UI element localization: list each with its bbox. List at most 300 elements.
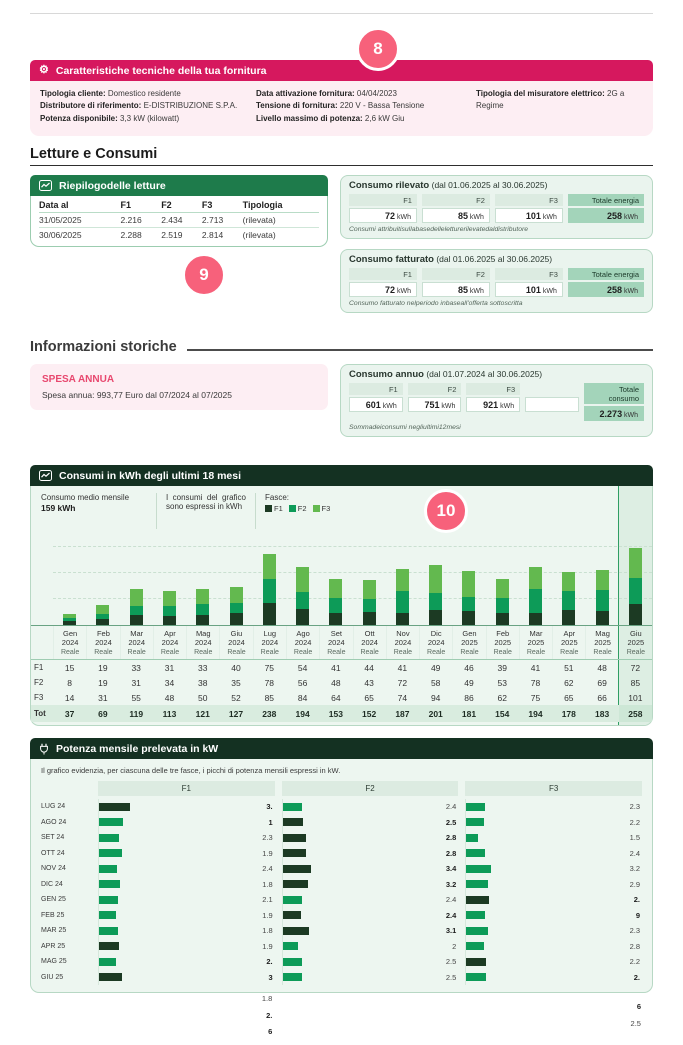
reading-type-cell: Reale: [219, 648, 252, 659]
potenza-row: [31, 908, 652, 924]
potenza-bar-cell: [465, 846, 642, 862]
consumo-cell-label: F2: [422, 268, 490, 280]
legend-label: F2: [297, 504, 307, 514]
kwh-unit: kWh: [380, 402, 397, 410]
f1-segment: [63, 621, 76, 626]
consumo-box-title-row: [349, 369, 644, 380]
chart-table-total-value: 121: [186, 705, 219, 722]
f2-segment: [130, 606, 143, 615]
chart-table-value: 75: [530, 692, 541, 703]
consumo-value-number: 258: [607, 284, 623, 295]
chart-table-value: 78: [530, 677, 541, 688]
consumo-cell: [422, 194, 490, 223]
month-label: [253, 626, 286, 648]
chart-table-total-value: 178: [552, 705, 585, 722]
f3-segment: [296, 567, 309, 592]
consumo-value-number: 101: [525, 284, 541, 295]
consumo-cell-value: [466, 397, 520, 412]
potenza-bar-cell: [98, 954, 275, 970]
bar-cell: [353, 533, 386, 625]
potenza-bar: [283, 818, 303, 826]
consumo-box-name: Consumo fatturato: [349, 254, 434, 266]
chart-table-value: 35: [231, 677, 241, 688]
tech-field: Distributore di riferimento: E-DISTRIBUZIONE S.P.A.: [40, 101, 238, 111]
potenza-section: [30, 738, 653, 1045]
consumo-total-cell: [568, 268, 644, 297]
consumo-value-number: 921: [483, 399, 499, 410]
chart-table-value: 51: [564, 662, 574, 673]
chart-data-table: [31, 660, 652, 722]
consumo-cell-label: F3: [466, 383, 520, 395]
bar-cell: [53, 533, 86, 625]
month-year: 2025: [594, 638, 611, 648]
month-year: 2024: [427, 638, 445, 648]
f2-segment: [196, 604, 209, 615]
potenza-bar-cell: [98, 830, 275, 846]
row-label: F3: [34, 693, 44, 703]
potenza-value: 2.3: [629, 926, 640, 936]
chart-table-value: 33: [131, 662, 141, 673]
consumo-cell-value: [408, 397, 462, 412]
potenza-overflow-value: 1.8: [261, 994, 273, 1004]
tech-field: Data attivazione fornitura: 04/04/2023: [256, 89, 397, 98]
legend-label: F1: [274, 504, 283, 514]
potenza-bar: [99, 973, 122, 981]
f1-segment: [230, 613, 243, 625]
step-badge-9-number: 9: [199, 265, 209, 285]
reading-type-cell: Reale: [519, 648, 552, 659]
potenza-bar: [283, 803, 302, 811]
potenza-bar-cell: [465, 939, 642, 955]
riepilogo-column-header: Tipologia: [243, 198, 319, 213]
consumo-cells: [349, 268, 644, 297]
potenza-value: 3.4: [445, 864, 457, 874]
potenza-value: 1.8: [262, 926, 273, 936]
potenza-bar: [283, 865, 311, 873]
potenza-value: 2.: [266, 957, 273, 967]
consumo-value-number: 72: [385, 284, 396, 295]
consumo-box-caption: Consumi attribuitisullabasedelleletturerilevatedaldistributore: [349, 226, 529, 234]
tech-field-label: Data attivazione fornitura:: [256, 89, 355, 98]
chart-table-value: 40: [231, 662, 241, 673]
chart-table-value: 55: [131, 692, 141, 703]
potenza-bar: [466, 818, 484, 826]
potenza-month-label: LUG 24: [41, 803, 66, 811]
month-name: Mar: [529, 629, 543, 639]
consumo-value-number: 101: [525, 210, 541, 221]
potenza-month-label: DIC 24: [41, 880, 63, 888]
potenza-bar: [99, 911, 116, 919]
potenza-header: [30, 738, 653, 759]
consumo-value-number: 751: [424, 399, 440, 410]
tech-section-header: [30, 60, 653, 81]
stacked-bar: [296, 567, 309, 625]
potenza-bar-cell: [282, 861, 459, 877]
chart-table-value: 53: [497, 677, 507, 688]
f2-segment: [596, 590, 609, 611]
month-label: [53, 626, 86, 648]
potenza-value: 2: [452, 941, 457, 951]
f3-segment: [196, 589, 209, 604]
potenza-bar-cell: [98, 970, 275, 986]
potenza-value: 3.2: [629, 864, 640, 874]
stacked-bar: [596, 570, 609, 625]
f1-segment: [529, 613, 542, 625]
potenza-bar: [99, 818, 123, 826]
consumo-box-name: Consumo rilevato: [349, 180, 430, 192]
potenza-value: 2.8: [445, 848, 457, 858]
kwh-unit: kWh: [622, 287, 639, 295]
consumo-cell-label: F2: [408, 383, 462, 395]
riepilogo-cell: 31/05/2025: [39, 213, 120, 228]
tech-field: Tipologia del misuratore elettrico: 2G a Regime: [476, 89, 625, 111]
axis-corner-cell: [31, 648, 53, 659]
chart-table-total-value: 194: [286, 705, 319, 722]
reading-type-cell: Reale: [319, 648, 352, 659]
bar-cell: [486, 533, 519, 625]
potenza-column-headers: [31, 781, 652, 796]
avg-consumption-label: Consumo medio mensile: [41, 493, 130, 503]
consumo-value-number: 601: [365, 399, 381, 410]
chart-table-value: 43: [364, 677, 374, 688]
riepilogo-column-header: F3: [202, 198, 243, 213]
f3-segment: [263, 554, 276, 580]
riepilogo-header: [30, 175, 328, 196]
tech-column: [256, 88, 476, 125]
plug-icon: [39, 743, 49, 755]
consumo-cell-value: [422, 208, 490, 223]
chart-table-value: 38: [198, 677, 208, 688]
riepilogo-table-box: [30, 196, 328, 247]
kwh-unit: kWh: [467, 213, 484, 221]
month-name: Feb: [96, 629, 110, 639]
potenza-bar: [283, 834, 306, 842]
potenza-month-label: SET 24: [41, 834, 65, 842]
chart-table-value: 78: [264, 677, 275, 688]
chart-table-value: 56: [297, 677, 308, 688]
potenza-value: 2.4: [445, 802, 457, 812]
chart-table-value: 44: [364, 662, 374, 673]
month-year: 2024: [128, 638, 146, 648]
tech-section: [30, 39, 653, 136]
consumo-total-label: Totale consumo: [584, 383, 644, 404]
potenza-bar-cell: [282, 954, 459, 970]
storiche-columns: [30, 364, 653, 447]
potenza-rows: [31, 799, 652, 985]
potenza-column-header: F3: [465, 781, 642, 796]
chart-table-value: 49: [430, 662, 441, 673]
month-name: Apr: [563, 629, 576, 639]
month-year: 2025: [560, 638, 578, 648]
stacked-bar: [496, 579, 509, 625]
bar-cell: [186, 533, 219, 625]
reading-type-cell: Reale: [286, 648, 319, 659]
potenza-bar-cell: [98, 908, 275, 924]
consumo-cell-label: F1: [349, 268, 417, 280]
month-label: [519, 626, 552, 648]
stacked-bar: [562, 572, 575, 625]
potenza-value: 2.3: [629, 802, 640, 812]
potenza-bar-cell: [282, 846, 459, 862]
f1-legend-chip: [265, 505, 272, 512]
reading-type-cell: Reale: [552, 648, 585, 659]
riepilogo-column: [30, 175, 328, 325]
consumo-box-title-row: [349, 180, 644, 191]
f2-segment: [496, 598, 509, 614]
tech-column: [476, 88, 643, 125]
bar-cell: [386, 533, 419, 625]
step-badge-9: [182, 253, 226, 297]
month-label: [386, 626, 419, 648]
consumo-total-value: [568, 282, 644, 297]
potenza-value: 1: [268, 817, 273, 827]
month-label: [419, 626, 452, 648]
legend-item: [313, 504, 331, 513]
consumo-cell: [525, 383, 579, 421]
potenza-bar-cell: [465, 830, 642, 846]
month-name: Giu: [630, 629, 642, 639]
row-label: F1: [34, 663, 44, 673]
potenza-row: [31, 877, 652, 893]
consumo-cell-label: F3: [495, 268, 563, 280]
chart-table-total-value: 154: [486, 705, 519, 722]
consumo-value-number: 85: [457, 284, 468, 295]
month-name: Apr: [164, 629, 176, 639]
month-year: 2024: [61, 638, 79, 648]
f3-legend-chip: [313, 505, 320, 512]
consumo-cell: [466, 383, 520, 421]
stacked-bar: [96, 605, 109, 626]
chart-table-total-value: 201: [419, 705, 452, 722]
f3-segment: [596, 570, 609, 590]
stacked-bar: [130, 589, 143, 625]
bar-cell: [419, 533, 452, 625]
consumo-cell-value: [349, 282, 417, 297]
chart-table-value: 85: [264, 692, 275, 703]
legend-block: [265, 493, 330, 513]
consumo-box-period: (dal 01.06.2025 al 30.06.2025): [429, 180, 548, 191]
reading-type-cell: Reale: [53, 648, 86, 659]
f2-segment: [529, 589, 542, 612]
potenza-value: 2.8: [629, 941, 640, 951]
f3-segment: [562, 572, 575, 592]
potenza-bar-cell: [282, 830, 459, 846]
potenza-bar: [99, 942, 119, 950]
legend-row: [265, 504, 330, 513]
potenza-value: 2.8: [445, 833, 457, 843]
potenza-value: 2.5: [445, 817, 457, 827]
riepilogo-row: [39, 213, 319, 228]
consumo-total-value: [584, 406, 644, 421]
f2-segment: [163, 606, 176, 616]
potenza-body: [30, 759, 653, 993]
consumo-cell-value: [495, 282, 563, 297]
avg-consumption-block: [41, 493, 147, 513]
chart-note: I consumi del grafico sono espressi in kWh: [166, 493, 246, 512]
potenza-row: [31, 923, 652, 939]
potenza-row: [31, 815, 652, 831]
chart-table-value: 69: [597, 677, 607, 688]
potenza-bar: [466, 803, 485, 811]
potenza-bar-cell: [465, 970, 642, 986]
chart-table-value: 31: [98, 692, 108, 703]
potenza-value: 2.5: [445, 972, 457, 982]
chart-table-value: 54: [297, 662, 308, 673]
tech-field-label: Distributore di riferimento:: [40, 101, 142, 111]
potenza-value: 2.4: [262, 864, 273, 874]
chart-table-value: 41: [530, 662, 541, 673]
stacked-bar: [230, 587, 243, 625]
riepilogo-cell: 2.216: [120, 213, 161, 228]
potenza-bar-cell: [465, 954, 642, 970]
chart-table-value: 101: [628, 692, 643, 703]
chart-table-row: [31, 675, 652, 690]
reading-type-cell: Reale: [452, 648, 485, 659]
legend-item: [265, 504, 283, 513]
month-axis-row: [31, 626, 652, 648]
consumo-box-period: (dal 01.06.2025 al 30.06.2025): [433, 254, 553, 265]
potenza-overflow-value: 2.5: [630, 1018, 641, 1028]
consumo-cell-value: [422, 282, 490, 297]
potenza-bar: [283, 958, 302, 966]
bar-cell: [286, 533, 319, 625]
potenza-value: 2.2: [629, 957, 640, 967]
legend-label: F3: [321, 504, 331, 514]
chart-table-value: 49: [464, 677, 474, 688]
chart-table-value: 19: [98, 662, 108, 673]
potenza-bar: [99, 958, 116, 966]
chart-table-value: 39: [497, 662, 507, 673]
potenza-bar-cell: [98, 846, 275, 862]
tech-field: Potenza disponibile: 3,3 kW (kilowatt): [40, 113, 180, 123]
riepilogo-table: [39, 198, 319, 242]
potenza-bar: [283, 911, 301, 919]
chart-table-value: 94: [430, 692, 441, 703]
chart-table-value: 50: [198, 692, 208, 703]
f2-segment: [462, 597, 475, 612]
f3-segment: [496, 579, 509, 598]
potenza-bar: [283, 942, 298, 950]
consumo-total-label: Totale energia: [568, 194, 644, 206]
bar-cell: [153, 533, 186, 625]
chart-table-value: 31: [164, 662, 175, 673]
potenza-bar: [466, 958, 486, 966]
chart-table-value: 48: [597, 662, 607, 673]
consumo-cell: [495, 268, 563, 297]
chart-table-row: [31, 690, 652, 705]
potenza-column-header: F1: [98, 781, 275, 796]
consumo-cells: [349, 383, 644, 421]
potenza-bar-cell: [282, 877, 459, 893]
stacked-bar: [63, 614, 76, 625]
chart-table-value: 62: [564, 677, 574, 688]
f3-segment: [130, 589, 143, 606]
potenza-bar: [283, 849, 306, 857]
potenza-bar: [99, 803, 130, 811]
spesa-annua-title: SPESA ANNUA: [42, 374, 115, 386]
kwh-unit: kWh: [622, 411, 639, 419]
step-badge-10-number: 10: [436, 501, 456, 521]
consumo-value-number: 72: [385, 210, 396, 221]
reading-type-cell: Reale: [120, 648, 153, 659]
potenza-bar-cell: [465, 861, 642, 877]
reading-type-row: [31, 648, 652, 660]
potenza-value: 1.8: [262, 879, 273, 889]
potenza-month-label: APR 25: [41, 942, 66, 950]
potenza-row: [31, 861, 652, 877]
consumo-cell: [349, 194, 417, 223]
tech-field: Tipologia cliente: Domestico residente: [40, 89, 181, 98]
letture-columns: [30, 175, 653, 325]
consumo-cell-label: F2: [422, 194, 490, 206]
storiche-heading: Informazioni storiche: [30, 339, 177, 356]
month-label: [552, 626, 585, 648]
vertical-divider: [255, 493, 256, 529]
potenza-caption: Il grafico evidenzia, per ciascuna delle tre fasce, i picchi di potenza mensili espressi in kW.: [41, 766, 341, 776]
f1-segment: [562, 610, 575, 625]
potenza-bar: [466, 865, 491, 873]
bar-cell: [120, 533, 153, 625]
potenza-month-label: OTT 24: [41, 849, 65, 857]
stacked-bar: [529, 567, 542, 625]
consumo-cell-label: F3: [495, 194, 563, 206]
chart-table-value: 72: [630, 662, 641, 673]
step-badge-8-number: 8: [373, 39, 383, 58]
reading-type-cell: Reale: [353, 648, 386, 659]
potenza-value: 3: [268, 972, 273, 982]
potenza-bar: [466, 973, 486, 981]
potenza-row: [31, 846, 652, 862]
potenza-overflow-values: [30, 995, 653, 1045]
stacked-bar: [263, 554, 276, 625]
potenza-month-label: AGO 24: [41, 818, 67, 826]
chart-icon: [39, 470, 52, 481]
month-year: 2024: [194, 638, 212, 648]
storiche-rule: [187, 349, 653, 351]
riepilogo-column-header: F1: [120, 198, 161, 213]
f1-segment: [596, 611, 609, 625]
f2-segment: [263, 579, 276, 602]
f3-segment: [163, 591, 176, 605]
month-name: Ott: [364, 629, 375, 639]
potenza-bar-cell: [465, 815, 642, 831]
potenza-row: [31, 799, 652, 815]
f1-segment: [429, 610, 442, 625]
consumo-value-number: 85: [457, 210, 468, 221]
consumo-box: [340, 249, 653, 313]
chart-table-value: 46: [464, 662, 474, 673]
consumo-cell-label: [525, 383, 579, 395]
f1-segment: [196, 615, 209, 625]
chart-table-total-value: 119: [120, 705, 153, 722]
potenza-bar-cell: [282, 970, 459, 986]
reading-type-cell: Reale: [419, 648, 452, 659]
potenza-value: 2.3: [262, 833, 273, 843]
potenza-value: 1.9: [262, 941, 273, 951]
bar-cell: [619, 533, 652, 625]
letture-heading: Letture e Consumi: [30, 146, 653, 166]
potenza-overflow-f1: [97, 995, 274, 1045]
month-label: [120, 626, 153, 648]
kwh-unit: kWh: [540, 213, 557, 221]
potenza-value: 2.4: [445, 910, 457, 920]
potenza-title: Potenza mensile prelevata in kW: [56, 742, 219, 755]
chart-table-total-value: 183: [585, 705, 618, 722]
consumo-box: [340, 175, 653, 239]
chart-table-value: 72: [397, 677, 408, 688]
potenza-bar-cell: [282, 923, 459, 939]
chart-table-total-value: 127: [219, 705, 252, 722]
